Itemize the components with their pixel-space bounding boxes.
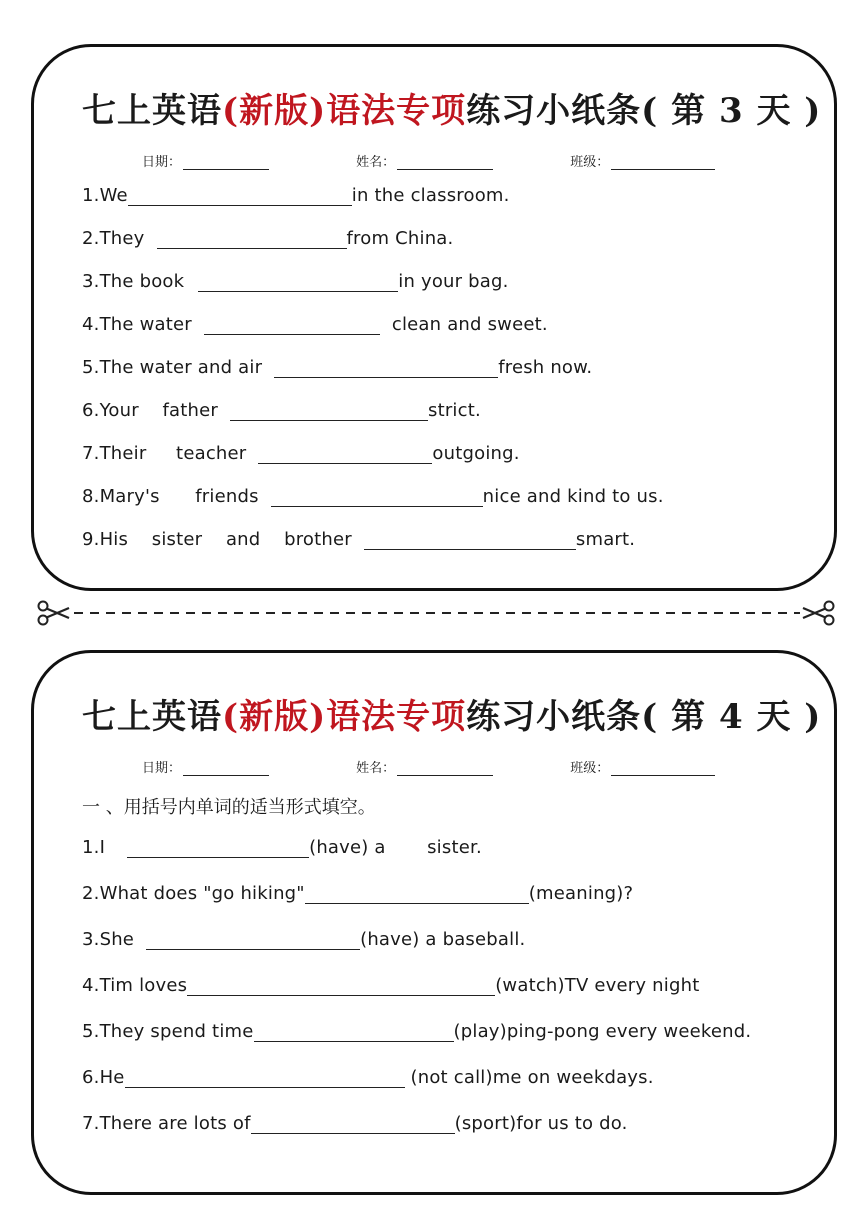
question-item: 4.Tim loves (watch)TV every night: [82, 975, 700, 996]
answer-blank[interactable]: [305, 883, 529, 904]
question-item: 5.They spend time (play)ping-pong every weekend.: [82, 1021, 752, 1042]
question-item: 2.They from China.: [82, 228, 454, 249]
question-item: 1.We in the classroom.: [82, 185, 510, 206]
class-field[interactable]: [611, 155, 715, 170]
cut-line: [36, 600, 836, 626]
answer-blank[interactable]: [271, 486, 483, 507]
question-item: 7.There are lots of (sport)for us to do.: [82, 1113, 628, 1134]
student-info-row: [142, 151, 715, 170]
question-item: 3.The book in your bag.: [82, 271, 509, 292]
worksheet-title: 七上英语(新版)语法专项练习小纸条( 第 3 天 ): [82, 91, 822, 131]
worksheet-title: 七上英语(新版)语法专项练习小纸条( 第 4 天 ): [82, 697, 822, 737]
answer-blank[interactable]: [364, 529, 576, 550]
class-label: 班级：: [570, 155, 610, 170]
answer-blank[interactable]: [274, 357, 498, 378]
name-field[interactable]: [397, 761, 493, 776]
answer-blank[interactable]: [198, 271, 398, 292]
answer-blank[interactable]: [127, 837, 309, 858]
question-item: 3.She (have) a baseball.: [82, 929, 526, 950]
date-field[interactable]: [183, 155, 269, 170]
class-field[interactable]: [611, 761, 715, 776]
question-item: 5.The water and air fresh now.: [82, 357, 593, 378]
worksheet-day4: [31, 650, 837, 1195]
scissors-icon: [802, 600, 836, 626]
answer-blank[interactable]: [251, 1113, 455, 1134]
question-item: 6.Your father strict.: [82, 400, 481, 421]
question-item: 4.The water clean and sweet.: [82, 314, 548, 335]
worksheet-day3: [31, 44, 837, 591]
answer-blank[interactable]: [125, 1067, 405, 1088]
name-label: 姓名：: [356, 155, 396, 170]
question-item: 6.He (not call)me on weekdays.: [82, 1067, 654, 1088]
dashed-divider: [36, 600, 836, 626]
question-item: 1.I (have) a sister.: [82, 837, 482, 858]
name-label: 姓名：: [356, 761, 396, 776]
question-item: 9.His sister and brother smart.: [82, 529, 636, 550]
class-label: 班级：: [570, 761, 610, 776]
answer-blank[interactable]: [128, 185, 352, 206]
question-item: 2.What does "go hiking" (meaning)?: [82, 883, 634, 904]
answer-blank[interactable]: [146, 929, 360, 950]
date-label: 日期：: [142, 155, 182, 170]
section-instruction: 一 、用括号内单词的适当形式填空。: [82, 797, 376, 818]
answer-blank[interactable]: [230, 400, 428, 421]
date-field[interactable]: [183, 761, 269, 776]
question-item: 8.Mary's friends nice and kind to us.: [82, 486, 664, 507]
scissors-icon: [36, 600, 70, 626]
answer-blank[interactable]: [204, 314, 380, 335]
answer-blank[interactable]: [157, 228, 347, 249]
answer-blank[interactable]: [187, 975, 495, 996]
date-label: 日期：: [142, 761, 182, 776]
name-field[interactable]: [397, 155, 493, 170]
student-info-row: [142, 757, 715, 776]
answer-blank[interactable]: [254, 1021, 454, 1042]
answer-blank[interactable]: [258, 443, 432, 464]
question-item: 7.Their teacher outgoing.: [82, 443, 520, 464]
